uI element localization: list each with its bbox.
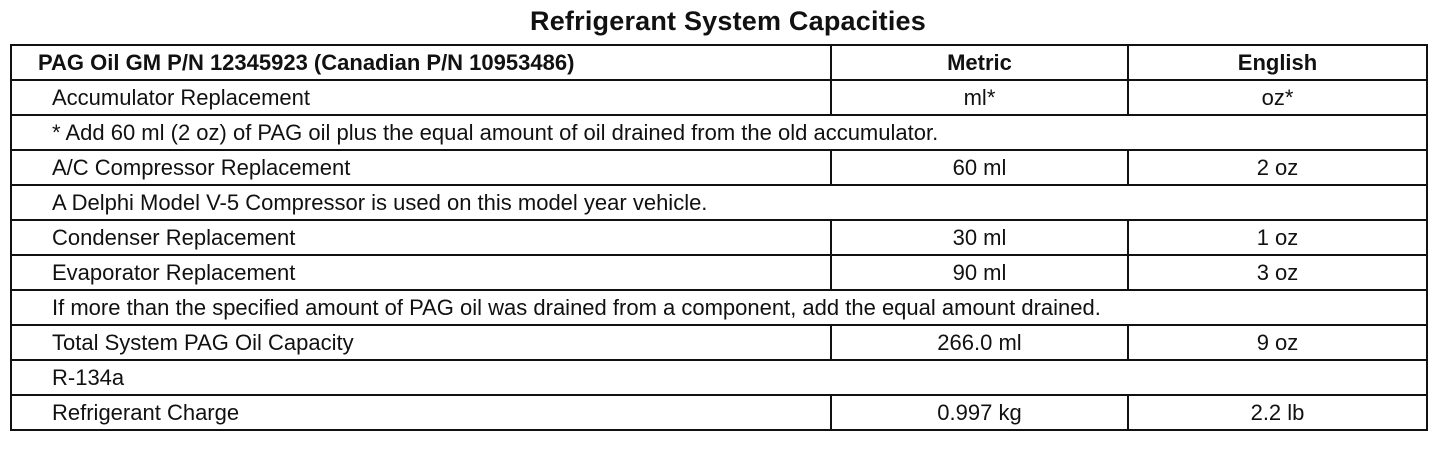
note-text: * Add 60 ml (2 oz) of PAG oil plus the equal amount of oil drained from the old accumulator.: [11, 115, 1427, 150]
note-row: [11, 290, 1427, 325]
row-metric: 0.997 kg: [831, 395, 1128, 430]
note-text: If more than the specified amount of PAG oil was drained from a component, add the equal amount drained.: [11, 290, 1427, 325]
row-metric: ml*: [831, 80, 1128, 115]
row-label: Evaporator Replacement: [11, 255, 831, 290]
note-text: R-134a: [11, 360, 1427, 395]
row-label: Total System PAG Oil Capacity: [11, 325, 831, 360]
row-label: A/C Compressor Replacement: [11, 150, 831, 185]
table-row: [11, 395, 1427, 430]
note-row: [11, 360, 1427, 395]
row-english: 2.2 lb: [1128, 395, 1427, 430]
note-text: A Delphi Model V-5 Compressor is used on this model year vehicle.: [11, 185, 1427, 220]
capacities-table: [10, 44, 1428, 431]
row-english: 2 oz: [1128, 150, 1427, 185]
row-metric: 60 ml: [831, 150, 1128, 185]
table-row: [11, 150, 1427, 185]
row-english: 3 oz: [1128, 255, 1427, 290]
table-row: [11, 80, 1427, 115]
row-metric: 90 ml: [831, 255, 1128, 290]
row-english: 9 oz: [1128, 325, 1427, 360]
row-metric: 266.0 ml: [831, 325, 1128, 360]
header-item: PAG Oil GM P/N 12345923 (Canadian P/N 10953486): [11, 45, 831, 80]
table-row: [11, 255, 1427, 290]
table-row: [11, 325, 1427, 360]
table-header-row: [11, 45, 1427, 80]
page-title: Refrigerant System Capacities: [530, 6, 926, 36]
note-row: [11, 115, 1427, 150]
row-label: Accumulator Replacement: [11, 80, 831, 115]
header-english: English: [1128, 45, 1427, 80]
row-english: oz*: [1128, 80, 1427, 115]
row-label: Refrigerant Charge: [11, 395, 831, 430]
table-row: [11, 220, 1427, 255]
header-metric: Metric: [831, 45, 1128, 80]
note-row: [11, 185, 1427, 220]
row-label: Condenser Replacement: [11, 220, 831, 255]
row-english: 1 oz: [1128, 220, 1427, 255]
row-metric: 30 ml: [831, 220, 1128, 255]
